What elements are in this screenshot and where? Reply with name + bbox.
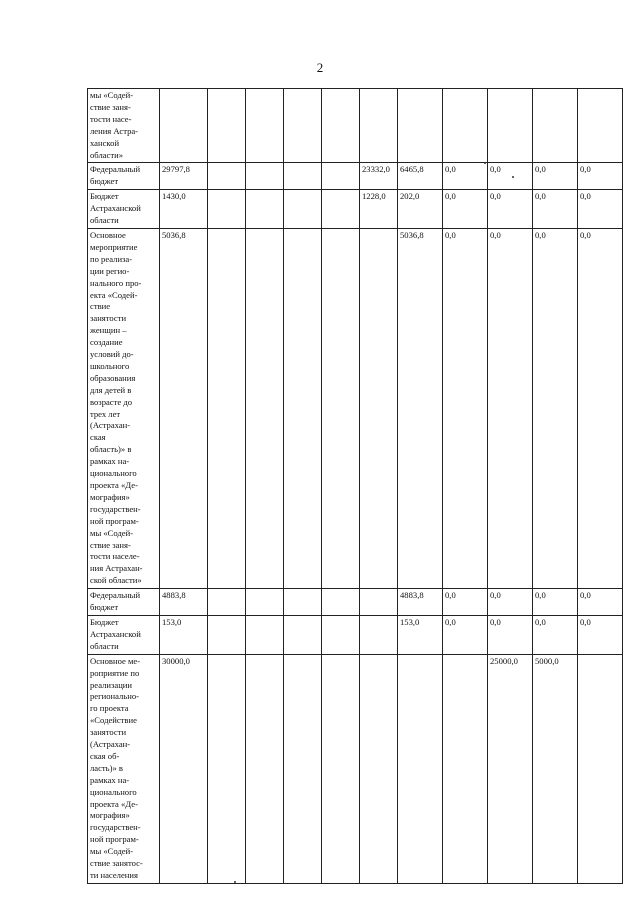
table-cell [322, 89, 360, 163]
table-cell [208, 589, 246, 616]
table-cell: 0,0 [533, 228, 578, 588]
table-cell [246, 228, 284, 588]
table-cell [578, 654, 623, 883]
table-cell: 0,0 [578, 615, 623, 654]
table-cell: 0,0 [488, 615, 533, 654]
table-row [88, 615, 623, 654]
page-number: 2 [316, 60, 324, 75]
table-cell [360, 89, 398, 163]
table-row [88, 190, 623, 229]
table-row [88, 89, 623, 163]
row-label: Основное мероприятие по реализа- ции регио- нального про- екта «Содей- ствие занятости женщин – создание условий до- школьного образования для детей в возрасте до трех лет (Астрахан- ская область)» в рамках на- ционального проекта «Де- мография» государствен- ной програм- мы «Содей- ствие заня- тости населе- ния Астрахан- ской области» [88, 228, 160, 588]
table-cell [284, 190, 322, 229]
table-cell: 0,0 [488, 190, 533, 229]
table-cell [246, 654, 284, 883]
table-row [88, 589, 623, 616]
table-cell [160, 89, 208, 163]
table-cell: 23332,0 [360, 163, 398, 190]
table-cell [284, 654, 322, 883]
table-row [88, 654, 623, 883]
table-cell: 0,0 [533, 190, 578, 229]
table-cell: 29797,8 [160, 163, 208, 190]
table-cell [398, 89, 443, 163]
table-cell: 4883,8 [160, 589, 208, 616]
table-cell: 0,0 [578, 228, 623, 588]
table-row [88, 228, 623, 588]
table-cell: 153,0 [398, 615, 443, 654]
table-cell [322, 190, 360, 229]
table-cell [284, 615, 322, 654]
table-cell [208, 615, 246, 654]
table-cell [443, 654, 488, 883]
table-cell [443, 89, 488, 163]
table-cell [322, 589, 360, 616]
table-cell: 0,0 [443, 615, 488, 654]
table-cell: 5036,8 [398, 228, 443, 588]
table-cell: 0,0 [443, 163, 488, 190]
row-label: Бюджет Астраханской области [88, 190, 160, 229]
table-cell: 0,0 [443, 589, 488, 616]
table-cell: 0,0 [488, 163, 533, 190]
table-cell: 0,0 [533, 163, 578, 190]
table-cell [322, 615, 360, 654]
table-cell [246, 89, 284, 163]
table-cell [246, 589, 284, 616]
table-cell: 0,0 [533, 589, 578, 616]
table-cell [284, 228, 322, 588]
table-cell [322, 228, 360, 588]
table-row [88, 163, 623, 190]
row-label: Бюджет Астраханской области [88, 615, 160, 654]
table-cell: 6465,8 [398, 163, 443, 190]
table-cell [360, 654, 398, 883]
table-cell [488, 89, 533, 163]
budget-table [87, 88, 623, 884]
table-cell [360, 615, 398, 654]
scan-mark [484, 162, 486, 164]
table-cell: 0,0 [578, 163, 623, 190]
table-cell [284, 89, 322, 163]
table-cell [284, 163, 322, 190]
table-cell: 202,0 [398, 190, 443, 229]
table-cell: 0,0 [578, 589, 623, 616]
row-label: Федеральный бюджет [88, 163, 160, 190]
table-cell [208, 228, 246, 588]
scan-mark [512, 176, 514, 178]
table-cell [284, 589, 322, 616]
table-cell: 1430,0 [160, 190, 208, 229]
table-cell [322, 654, 360, 883]
table-cell: 1228,0 [360, 190, 398, 229]
scan-mark [234, 881, 236, 883]
table-cell: 0,0 [443, 228, 488, 588]
table-cell [322, 163, 360, 190]
table-cell [246, 163, 284, 190]
row-label: Основное ме- роприятие по реализации регионально- го проекта «Содействие занятости (Астрахан- ская об- ласть)» в рамках на- ционального проекта «Де- мография» государствен- ной програм- мы «Содей- ствие занятос- ти населения [88, 654, 160, 883]
row-label: Федеральный бюджет [88, 589, 160, 616]
table-cell [208, 654, 246, 883]
row-label: мы «Содей- ствие заня- тости насе- ления Астра- ханской области» [88, 89, 160, 163]
table-cell: 0,0 [488, 589, 533, 616]
table-cell: 30000,0 [160, 654, 208, 883]
table-cell [398, 654, 443, 883]
table-cell: 5000,0 [533, 654, 578, 883]
table-cell: 0,0 [488, 228, 533, 588]
table-cell: 4883,8 [398, 589, 443, 616]
table-cell: 0,0 [578, 190, 623, 229]
table-cell: 0,0 [533, 615, 578, 654]
table-cell: 25000,0 [488, 654, 533, 883]
table-cell: 153,0 [160, 615, 208, 654]
table-cell [360, 228, 398, 588]
table-cell [533, 89, 578, 163]
table-cell [578, 89, 623, 163]
table-cell [246, 190, 284, 229]
table-cell [208, 190, 246, 229]
table-cell [360, 589, 398, 616]
table-cell: 0,0 [443, 190, 488, 229]
table-cell [246, 615, 284, 654]
table-cell [208, 89, 246, 163]
table-cell [208, 163, 246, 190]
table-cell: 5036,8 [160, 228, 208, 588]
